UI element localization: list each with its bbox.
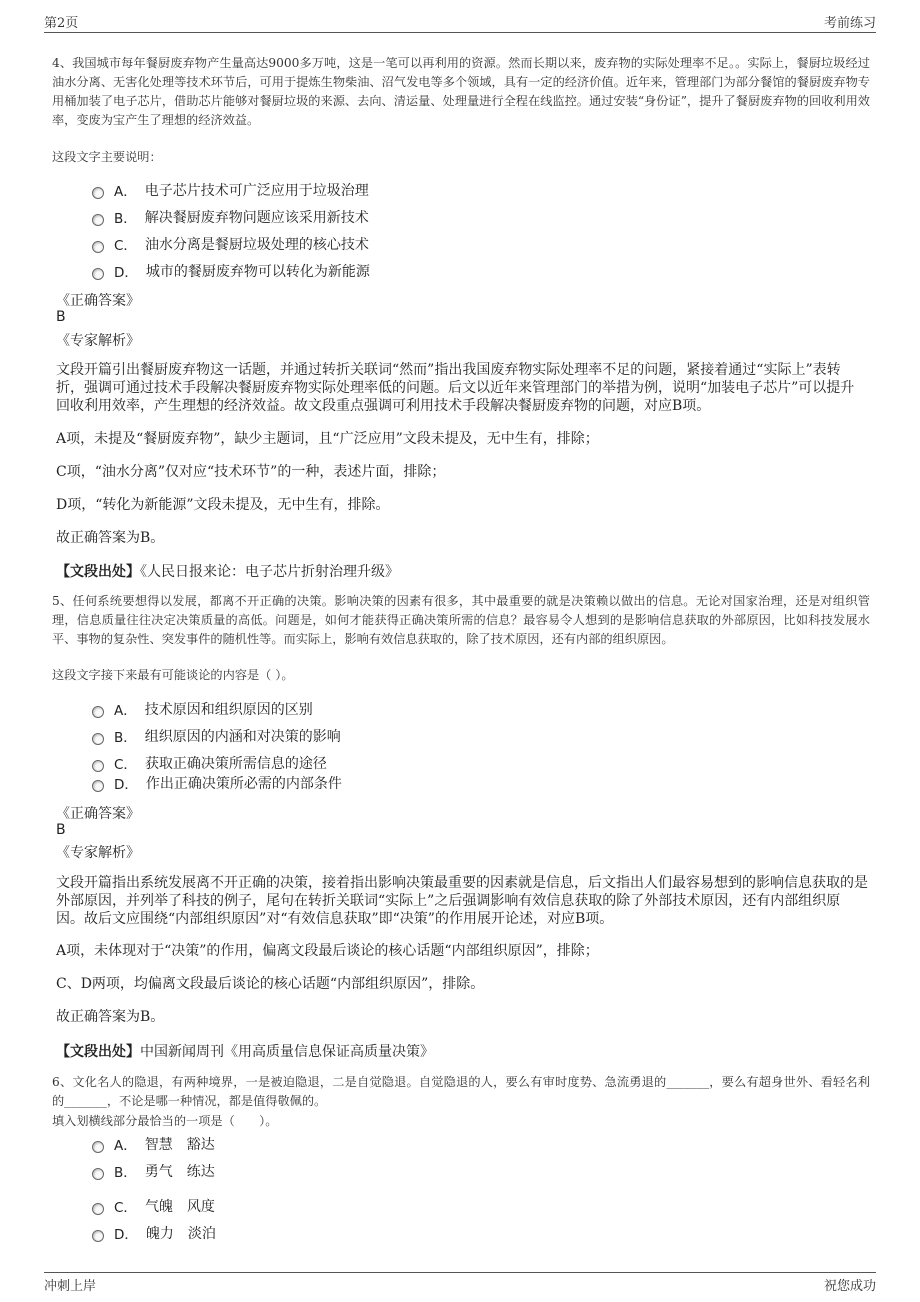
option-text: 气魄 风度 <box>144 1199 215 1215</box>
q6-prompt: 填入划横线部分最恰当的一项是（ ）。 <box>52 1114 278 1128</box>
option-text: 智慧 豁达 <box>144 1137 215 1153</box>
q4-answer: B <box>56 309 66 325</box>
q4-option-c[interactable] <box>92 234 369 254</box>
option-letter: A． <box>114 1138 137 1154</box>
q4-option-a[interactable] <box>92 180 369 200</box>
q5-option-d[interactable] <box>92 773 342 793</box>
q4-option-d[interactable] <box>92 261 370 281</box>
q4-option-b[interactable] <box>92 207 369 227</box>
q4-analysis-d: D项，“转化为新能源”文段未提及，无中生有，排除。 <box>56 497 390 513</box>
header-title: 考前练习 <box>823 16 876 31</box>
option-letter: B． <box>114 730 137 746</box>
footer-right-text: 祝您成功 <box>823 1279 876 1294</box>
q5-analysis-a: A项，未体现对于“决策”的作用，偏离文段最后谈论的核心话题“内部组织原因”，排除； <box>56 943 599 959</box>
option-letter: D． <box>114 777 138 793</box>
q4-stem: 4、我国城市每年餐厨废弃物产生量高达9000多万吨，这是一笔可以再利用的资源。然而长期以来，废弃物的实际处理率不足。。实际上，餐厨垃圾经过油水分离、无害化处理等技术环节后，可用于提炼生物柴油、沼气发电等多个领域，具有一定的经济价值。近年来，管理部门为部分餐馆的餐厨废弃物专用桶加装了电子芯片，借助芯片能够对餐厨垃圾的来源、去向、清运量、处理量进行全程在线监控。通过安装“身份证”，提升了餐厨废弃物的回收利用效率，变废为宝产生了理想的经济效益。 <box>52 56 870 127</box>
q5-prompt: 这段文字接下来最有可能谈论的内容是（ ）。 <box>52 668 294 682</box>
q4-prompt: 这段文字主要说明： <box>52 150 162 164</box>
option-letter: B． <box>114 211 137 227</box>
page-footer <box>44 1272 876 1295</box>
source-label: 【文段出处】 <box>56 564 140 580</box>
q5-option-c[interactable] <box>92 753 327 773</box>
q6-option-b[interactable] <box>92 1161 215 1181</box>
q6-option-c[interactable] <box>92 1196 215 1216</box>
radio-icon[interactable] <box>92 241 104 253</box>
q5-analysis-label: 《专家解析》 <box>56 845 140 861</box>
q4-conclusion: 故正确答案为B。 <box>56 530 165 546</box>
option-letter: C． <box>114 238 137 254</box>
option-text: 油水分离是餐厨垃圾处理的核心技术 <box>144 237 369 253</box>
radio-icon[interactable] <box>92 780 104 792</box>
radio-icon[interactable] <box>92 733 104 745</box>
q6-option-d[interactable] <box>92 1223 216 1243</box>
q6-stem: 6、文化名人的隐退，有两种境界，一是被迫隐退，二是自觉隐退。自觉隐退的人，要么有审时度势、急流勇退的_______，要么有超身世外、看轻名利的_______，不论是哪一种情况，都是值得敬佩的。 <box>52 1075 870 1108</box>
source-text: 中国新闻周刊《用高质量信息保证高质量决策》 <box>140 1044 434 1060</box>
radio-icon[interactable] <box>92 1203 104 1215</box>
q6-option-a[interactable] <box>92 1134 215 1154</box>
option-text: 勇气 练达 <box>144 1164 215 1180</box>
q5-stem: 5、任何系统要想得以发展，都离不开正确的决策。影响决策的因素有很多，其中最重要的就是决策赖以做出的信息。无论对国家治理，还是对组织管理，信息质量往往决定决策质量的高低。问题是，如何才能获得正确决策所需的信息？最容易令人想到的是影响信息获取的外部原因，比如科技发展水平、事物的复杂性、突发事件的随机性等。而实际上，影响有效信息获取的，除了技术原因，还有内部的组织原因。 <box>52 594 870 646</box>
q5-answer: B <box>56 822 66 838</box>
q4-analysis-c: C项，“油水分离”仅对应“技术环节”的一种，表述片面，排除； <box>56 464 446 480</box>
q4-analysis-a: A项，未提及“餐厨废弃物”，缺少主题词，且“广泛应用”文段未提及，无中生有，排除； <box>56 431 599 447</box>
q5-conclusion: 故正确答案为B。 <box>56 1009 165 1025</box>
q5-option-a[interactable] <box>92 699 313 719</box>
option-text: 作出正确决策所必需的内部条件 <box>145 776 342 792</box>
option-letter: D． <box>114 1227 138 1243</box>
page-number: 第2页 <box>44 16 79 31</box>
option-letter: C． <box>114 1200 137 1216</box>
q4-analysis-main: 文段开篇引出餐厨废弃物这一话题，并通过转折关联词“然而”指出我国废弃物实际处理率不足的问题，紧接着通过“实际上”表转折，强调可通过技术手段解决餐厨废弃物实际处理率低的问题。后文以近年来管理部门的举措为例，说明“加装电子芯片”可以提升回收利用效率，产生理想的经济效益。故文段重点强调可利用技术手段解决餐厨废弃物的问题，对应B项。 <box>56 362 855 414</box>
q4-source <box>56 561 399 581</box>
footer-left-text: 冲刺上岸 <box>44 1279 97 1294</box>
source-text: 《人民日报来论：电子芯片折射治理升级》 <box>140 564 399 580</box>
q5-option-b[interactable] <box>92 726 341 746</box>
radio-icon[interactable] <box>92 1230 104 1242</box>
q5-analysis-cd: C、D两项，均偏离文段最后谈论的核心话题“内部组织原因”，排除。 <box>56 976 485 992</box>
radio-icon[interactable] <box>92 1168 104 1180</box>
radio-icon[interactable] <box>92 706 104 718</box>
option-text: 城市的餐厨废弃物可以转化为新能源 <box>145 264 370 280</box>
radio-icon[interactable] <box>92 760 104 772</box>
radio-icon[interactable] <box>92 1141 104 1153</box>
option-letter: A． <box>114 703 137 719</box>
q4-analysis-label: 《专家解析》 <box>56 333 140 349</box>
radio-icon[interactable] <box>92 187 104 199</box>
q5-analysis-main: 文段开篇指出系统发展离不开正确的决策，接着指出影响决策最重要的因素就是信息，后文指出人们最容易想到的影响信息获取的是外部原因，并列举了科技的例子，尾句在转折关联词“实际上”之后强调影响有效信息获取的除了外部技术原因，还有内部组织原因。故后文应围绕“内部组织原因”对“有效信息获取”即“决策”的作用展开论述，对应B项。 <box>56 875 868 927</box>
q5-source <box>56 1041 434 1061</box>
radio-icon[interactable] <box>92 268 104 280</box>
page-header <box>44 12 876 33</box>
option-letter: C． <box>114 757 137 773</box>
radio-icon[interactable] <box>92 214 104 226</box>
q4-answer-label: 《正确答案》 <box>56 293 140 309</box>
option-letter: A． <box>114 184 137 200</box>
q5-answer-label: 《正确答案》 <box>56 806 140 822</box>
option-text: 获取正确决策所需信息的途径 <box>144 756 327 772</box>
option-text: 组织原因的内涵和对决策的影响 <box>144 729 341 745</box>
option-letter: D． <box>114 265 138 281</box>
source-label: 【文段出处】 <box>56 1044 140 1060</box>
option-text: 魄力 淡泊 <box>145 1226 216 1242</box>
option-text: 电子芯片技术可广泛应用于垃圾治理 <box>144 183 369 199</box>
option-text: 解决餐厨废弃物问题应该采用新技术 <box>144 210 369 226</box>
option-letter: B． <box>114 1165 137 1181</box>
option-text: 技术原因和组织原因的区别 <box>144 702 313 718</box>
